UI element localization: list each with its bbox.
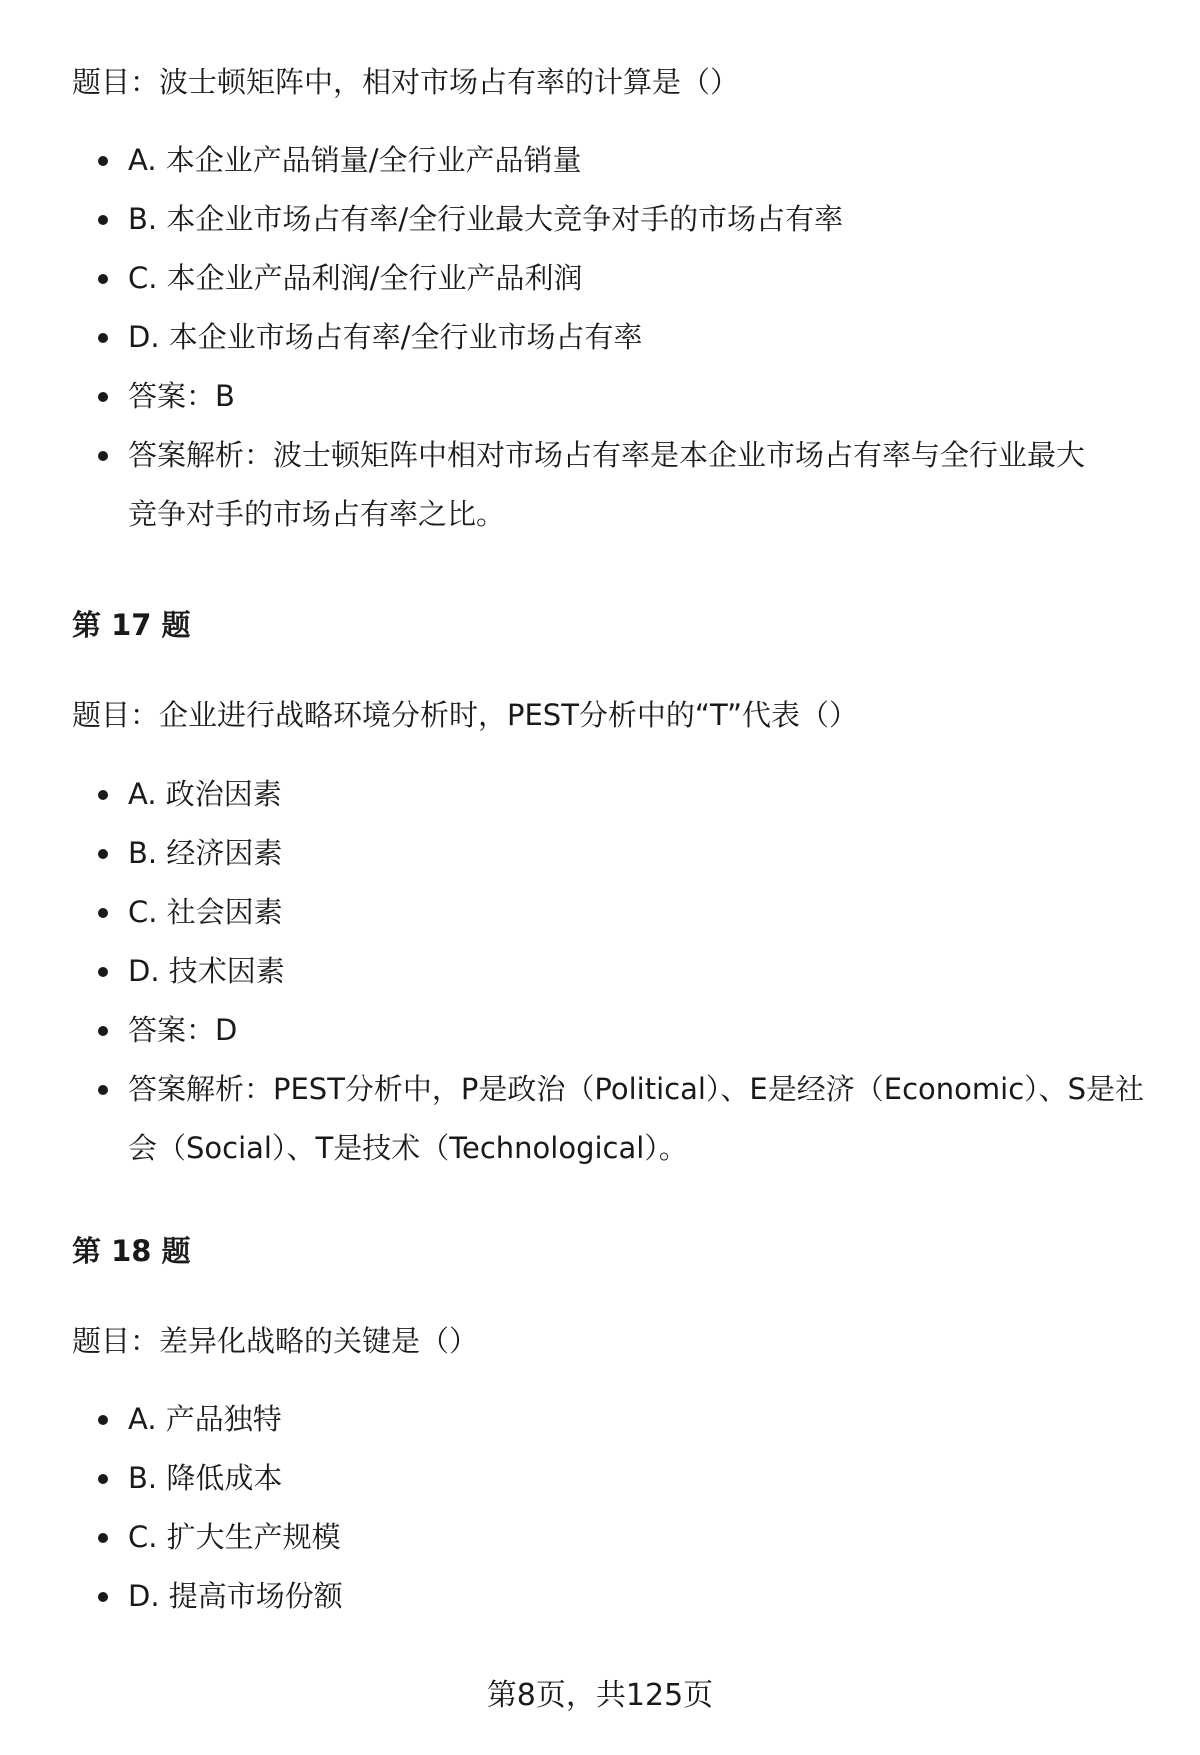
question-16-option-d: D. 本企业市场占有率/全行业市场占有率 [72,308,1162,367]
question-17-options [72,765,1162,1178]
question-16-option-c: C. 本企业产品利润/全行业产品利润 [72,249,1162,308]
question-18-options [72,1390,1162,1626]
question-17-answer: 答案：D [72,1001,1162,1060]
question-18-heading: 第 18 题 [72,1234,191,1268]
question-17-option-a: A. 政治因素 [72,765,1162,824]
question-16-answer: 答案：B [72,367,1162,426]
question-17-option-d: D. 技术因素 [72,942,1162,1001]
question-18-option-d: D. 提高市场份额 [72,1567,1162,1626]
question-18-option-c: C. 扩大生产规模 [72,1508,1162,1567]
question-16-option-b: B. 本企业市场占有率/全行业最大竞争对手的市场占有率 [72,190,1162,249]
question-17-option-c: C. 社会因素 [72,883,1162,942]
page-number-footer: 第8页，共125页 [486,1678,714,1713]
question-17-heading: 第 17 题 [72,608,191,642]
question-17-explanation: 答案解析：PEST分析中，P是政治（Political）、E是经济（Economic）、S是社会（Social）、T是技术（Technological）。 [72,1060,1162,1178]
question-18-prompt: 题目：差异化战略的关键是（） [72,1324,479,1358]
question-17-option-b: B. 经济因素 [72,824,1162,883]
question-18-option-b: B. 降低成本 [72,1449,1162,1508]
question-16-option-a: A. 本企业产品销量/全行业产品销量 [72,131,1162,190]
question-16-options [72,131,1162,544]
question-16-explanation: 答案解析：波士顿矩阵中相对市场占有率是本企业市场占有率与全行业最大竞争对手的市场占有率之比。 [72,426,1162,544]
question-17-prompt: 题目：企业进行战略环境分析时，PEST分析中的“T”代表（） [72,698,859,732]
question-18-option-a: A. 产品独特 [72,1390,1162,1449]
question-16-prompt: 题目：波士顿矩阵中，相对市场占有率的计算是（） [72,65,740,99]
